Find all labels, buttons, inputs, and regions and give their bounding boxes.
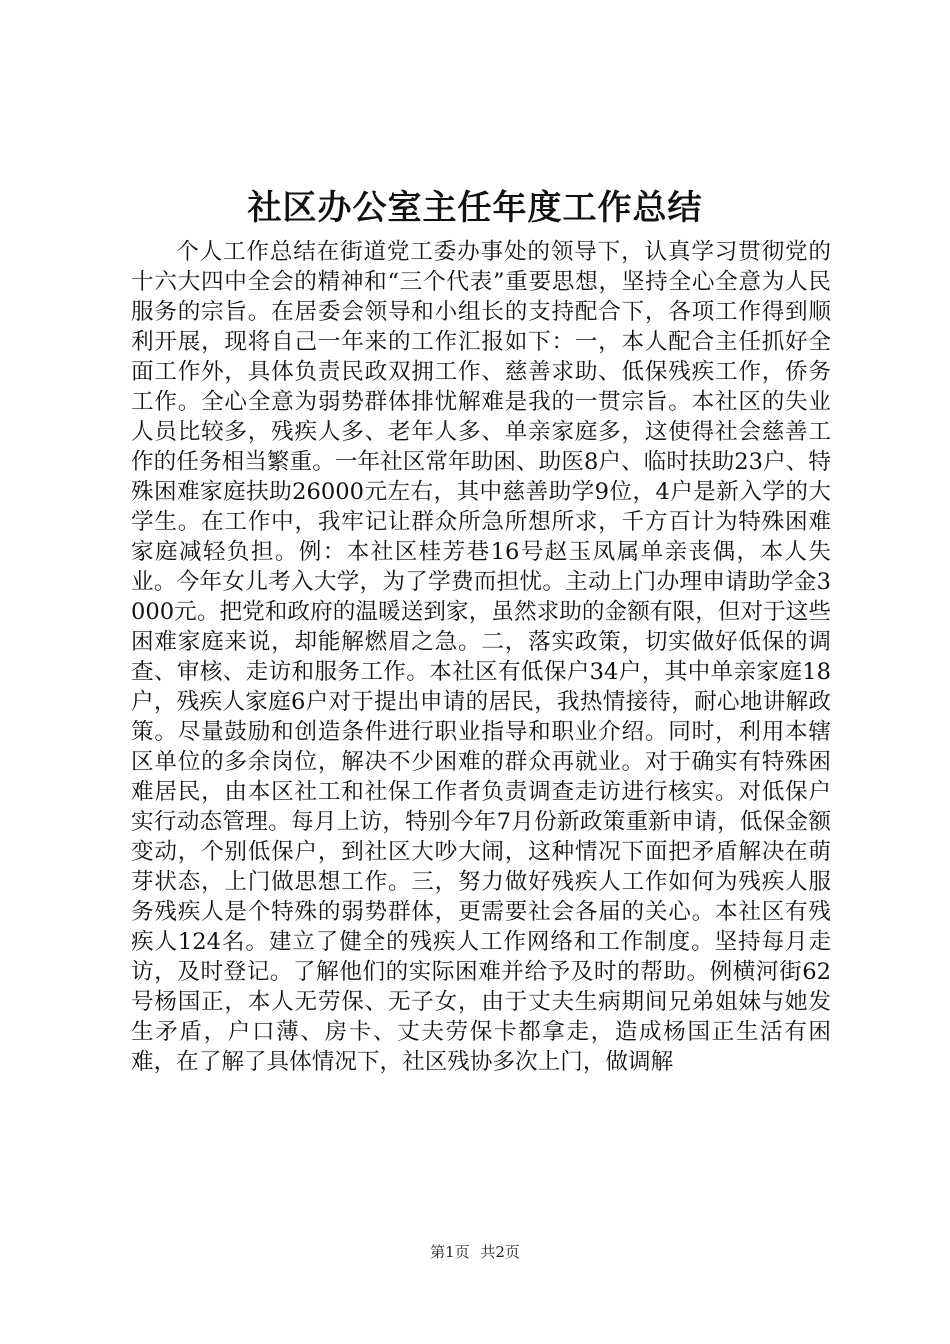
page-footer [0,1242,950,1262]
document-body: 个人工作总结在街道党工委办事处的领导下，认真学习贯彻党的十六大四中全会的精神和“三个代表”重要思想，坚持全心全意为人民服务的宗旨。在居委会领导和小组长的支持配合下，各项工作得到顺利开展，现将自己一年来的工作汇报如下：一，本人配合主任抓好全面工作外，具体负责民政双拥工作、慈善求助、低保残疾工作，侨务工作。全心全意为弱势群体排忧解难是我的一贯宗旨。本社区的失业人员比较多，残疾人多、老年人多、单亲家庭多，这使得社会慈善工作的任务相当繁重。一年社区常年助困、助医8户、临时扶助23户、特殊困难家庭扶助26000元左右，其中慈善助学9位，4户是新入学的大学生。在工作中，我牢记让群众所急所想所求，千方百计为特殊困难家庭减轻负担。例：本社区桂芳巷16号赵玉凤属单亲丧偶，本人失业。今年女儿考入大学，为了学费而担忧。主动上门办理申请助学金3000元。把党和政府的温暖送到家，虽然求助的金额有限，但对于这些困难家庭来说，却能解燃眉之急。二，落实政策，切实做好低保的调查、审核、走访和服务工作。本社区有低保户34户，其中单亲家庭18户，残疾人家庭6户对于提出申请的居民，我热情接待，耐心地讲解政策。尽量鼓励和创造条件进行职业指导和职业介绍。同时，利用本辖区单位的多余岗位，解决不少困难的群众再就业。对于确实有特殊困难居民，由本区社工和社保工作者负责调查走访进行核实。对低保户实行动态管理。每月上访，特别今年7月份新政策重新申请，低保金额变动，个别低保户，到社区大吵大闹，这种情况下面把矛盾解决在萌芽状态，上门做思想工作。三，努力做好残疾人工作如何为残疾人服务残疾人是个特殊的弱势群体，更需要社会各届的关心。本社区有残疾人124名。建立了健全的残疾人工作网络和工作制度。坚持每月走访，及时登记。了解他们的实际困难并给予及时的帮助。例横河街62号杨国正，本人无劳保、无子女，由于丈夫生病期间兄弟姐妹与她发生矛盾，户口薄、房卡、丈夫劳保卡都拿走，造成杨国正生活有困难，在了解了具体情况下，社区残协多次上门，做调解 [131,239,831,1075]
document-title: 社区办公室主任年度工作总结 [247,188,703,228]
page-number-current: 第1页 [430,1243,470,1261]
page-number-total: 共2页 [480,1243,520,1261]
